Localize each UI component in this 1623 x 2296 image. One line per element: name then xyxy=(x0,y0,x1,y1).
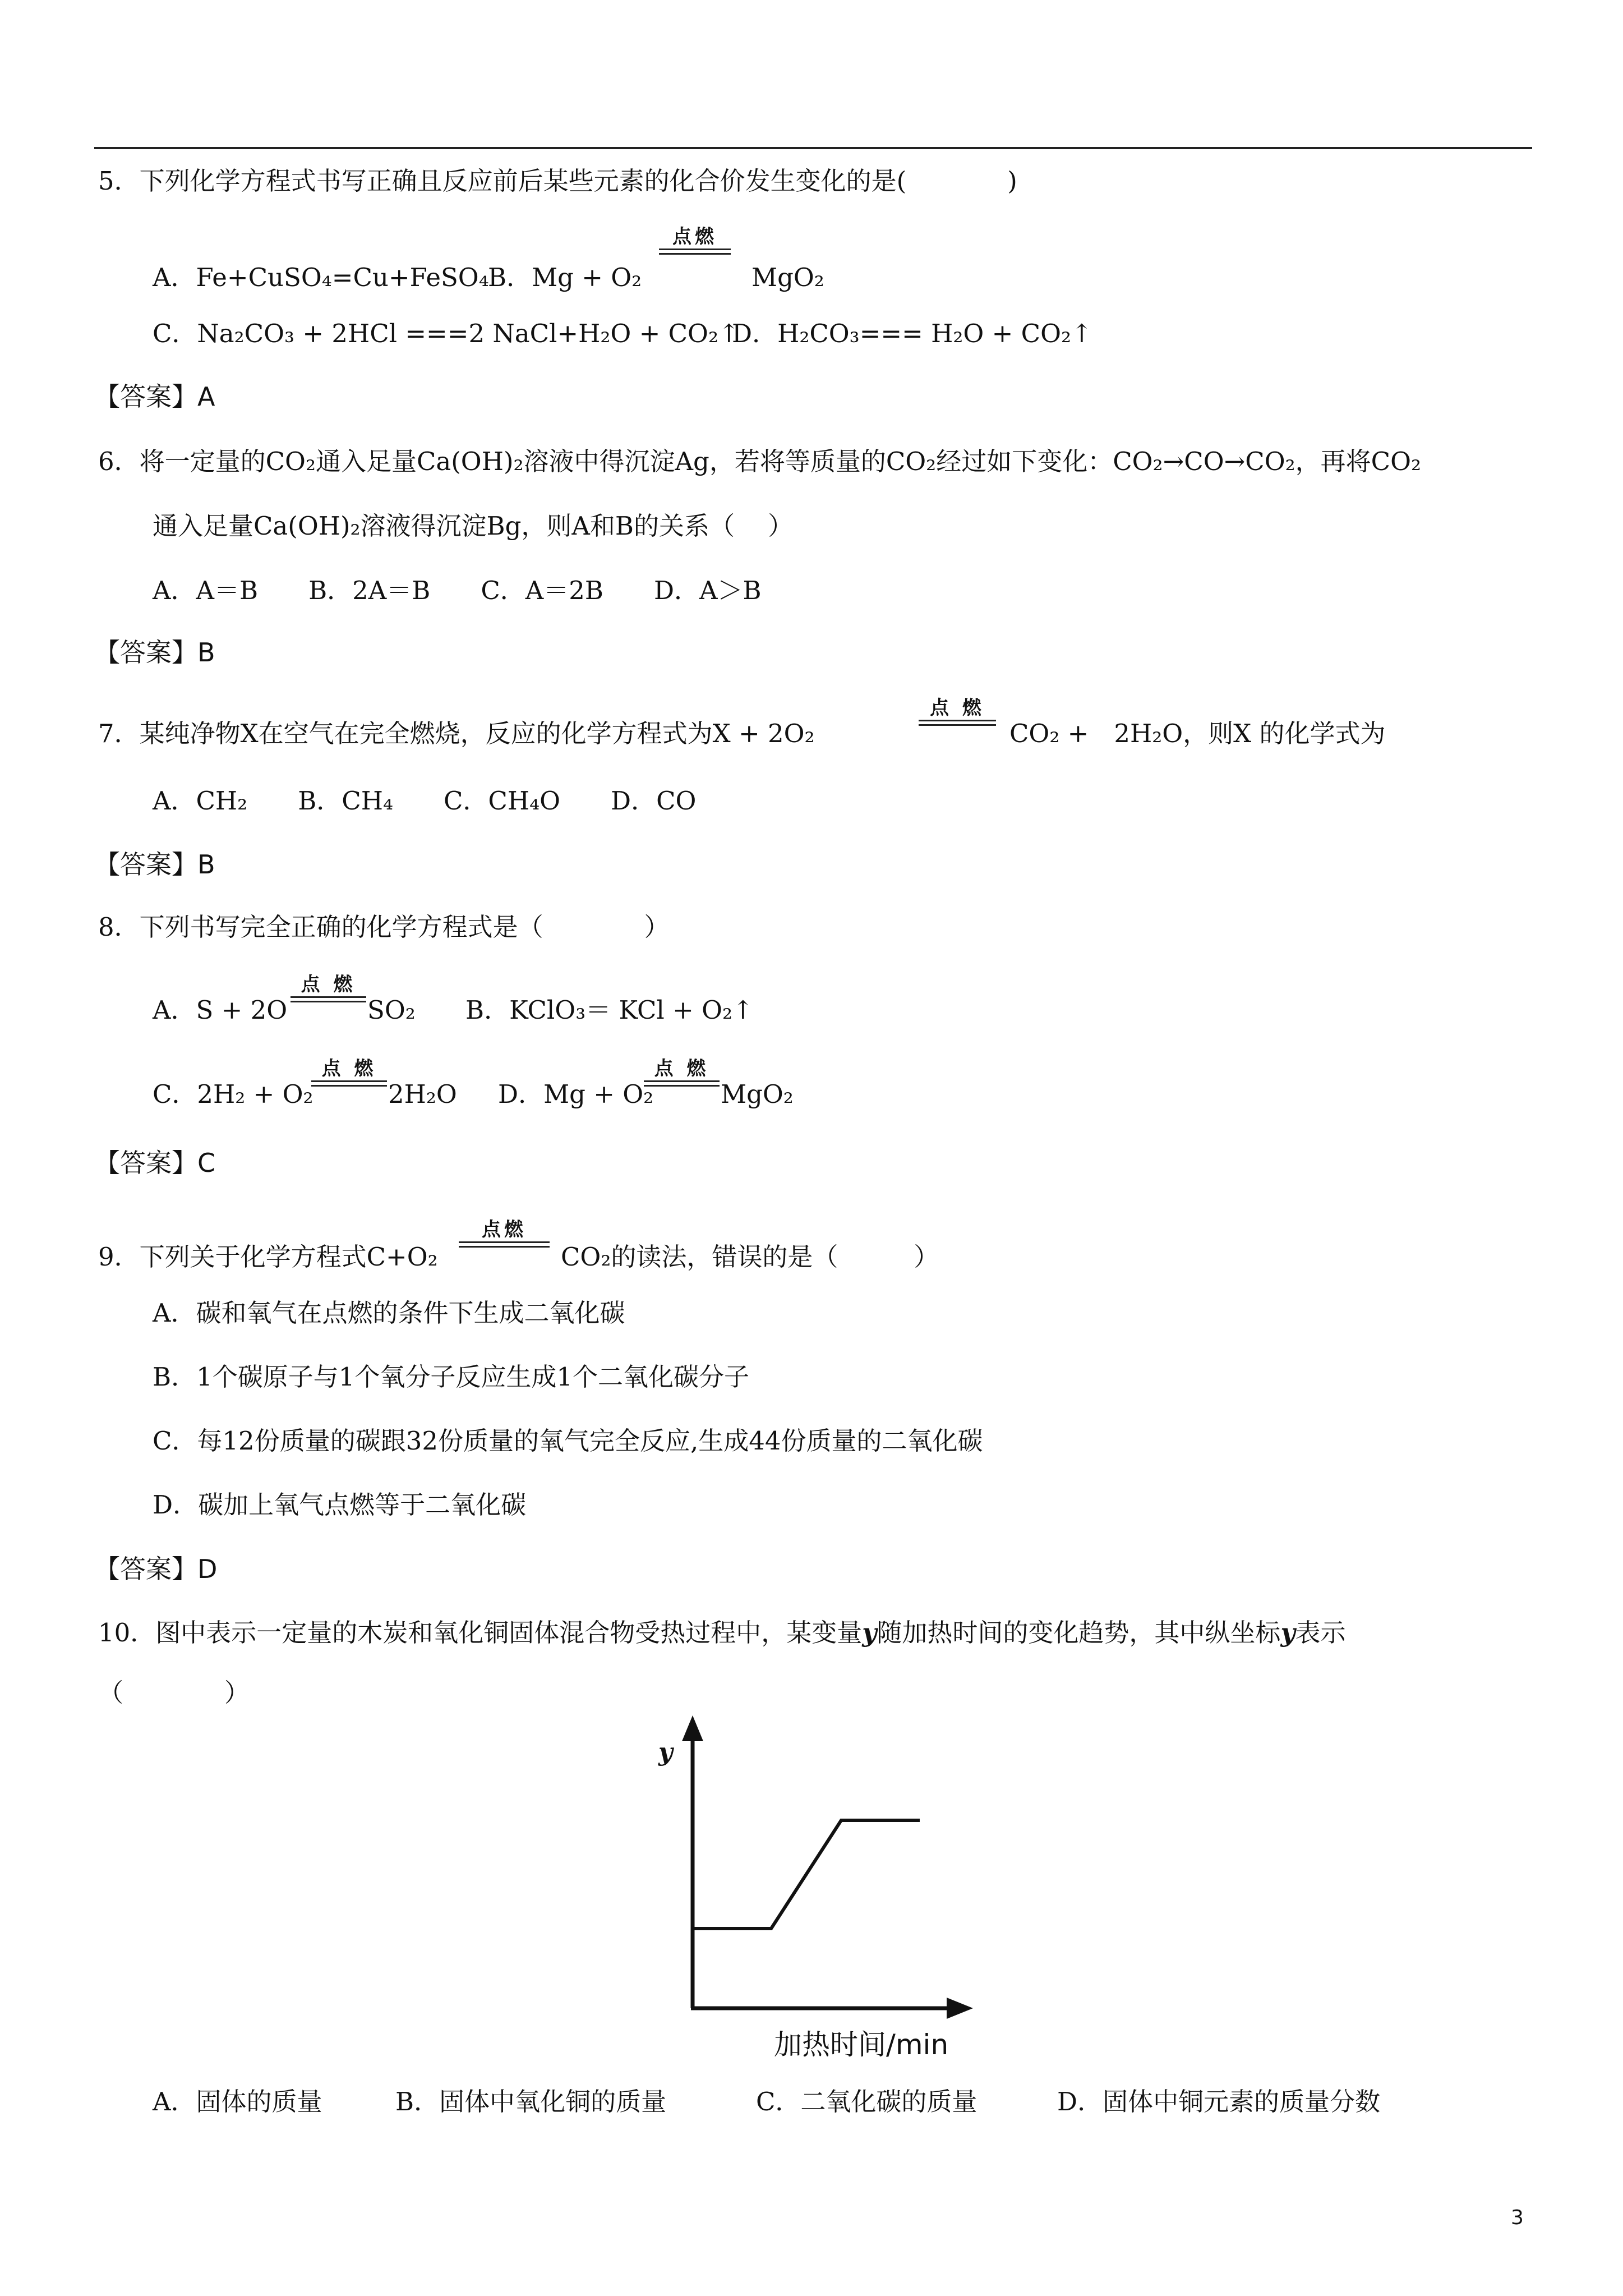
q5-stem: 5．下列化学方程式书写正确且反应前后某些元素的化合价发生变化的是( ) xyxy=(98,166,1017,196)
q10-stem-part-b: 随加热时间的变化趋势，其中纵坐标 xyxy=(877,1618,1281,1648)
q6-options: A．A＝B B．2A＝B C．A＝2B D．A＞B xyxy=(153,576,762,605)
q5-condition-label: 点燃 xyxy=(672,226,717,248)
q8-option-d-right: MgO₂ xyxy=(721,1079,794,1109)
q7-condition xyxy=(919,698,996,726)
q5-condition xyxy=(659,227,731,255)
q9-option-a: A．碳和氧气在点燃的条件下生成二氧化碳 xyxy=(153,1298,625,1328)
q9-option-c: C．每12份质量的碳跟32份质量的氧气完全反应,生成44份质量的二氧化碳 xyxy=(153,1426,983,1456)
q8-option-a-left: A．S + 2O xyxy=(153,995,288,1025)
q5-option-c: C．Na₂CO₃ + 2HCl ===2 NaCl+H₂O + CO₂↑ xyxy=(153,319,740,348)
q10-stem-line1 xyxy=(98,1618,1346,1648)
q9-option-d: D．碳加上氧气点燃等于二氧化碳 xyxy=(153,1490,527,1520)
page-number: 3 xyxy=(1511,2206,1524,2229)
x-axis-arrow xyxy=(947,1998,973,2019)
q8-c-condition-label: 点 燃 xyxy=(321,1057,377,1080)
q9-option-b: B．1个碳原子与1个氧分子反应生成1个二氧化碳分子 xyxy=(153,1362,749,1392)
q7-answer: 【答案】B xyxy=(94,849,215,880)
q9-condition xyxy=(459,1220,550,1248)
q8-answer: 【答案】C xyxy=(94,1148,216,1178)
q6-stem-line1: 6．将一定量的CO₂通入足量Ca(OH)₂溶液中得沉淀Ag，若将等质量的CO₂经过如下变化：CO₂→CO→CO₂，再将CO₂ xyxy=(98,447,1422,476)
q9-condition-label: 点燃 xyxy=(482,1218,527,1241)
q7-condition-label: 点 燃 xyxy=(930,697,985,719)
q5-option-b-left: B．Mg + O₂ xyxy=(488,263,642,292)
q7-options: A．CH₂ B．CH₄ C．CH₄O D．CO xyxy=(153,786,697,816)
q10-stem-part-c: 表示 xyxy=(1295,1618,1346,1648)
q7-stem-right: CO₂ + 2H₂O，则X 的化学式为 xyxy=(1009,719,1386,748)
q10-option-d: D．固体中铜元素的质量分数 xyxy=(1057,2087,1381,2116)
q9-answer: 【答案】D xyxy=(94,1554,218,1584)
q8-a-condition-label: 点 燃 xyxy=(301,973,356,996)
graph-y-label: y xyxy=(658,1738,673,1766)
q5-answer: 【答案】A xyxy=(94,381,215,412)
q8-stem: 8．下列书写完全正确的化学方程式是（ ） xyxy=(98,912,670,942)
q10-variable-y2: y xyxy=(1280,1618,1295,1648)
q8-option-b: B．KClO₃＝ KCl + O₂↑ xyxy=(465,995,754,1025)
q8-d-condition xyxy=(644,1059,720,1087)
q5-option-a: A．Fe+CuSO₄=Cu+FeSO₄ xyxy=(153,263,489,292)
trend-line xyxy=(693,1820,920,1929)
q8-option-c-left: C．2H₂ + O₂ xyxy=(153,1079,313,1109)
q10-graph xyxy=(639,1711,987,2059)
q8-option-a-right: SO₂ xyxy=(367,995,416,1025)
q7-stem-left: 7．某纯净物X在空气在完全燃烧，反应的化学方程式为X + 2O₂ xyxy=(98,719,815,748)
q5-option-d: D．H₂CO₃=== H₂O + CO₂↑ xyxy=(732,319,1092,348)
q8-option-c-right: 2H₂O xyxy=(388,1079,457,1109)
q8-a-condition xyxy=(291,975,366,1002)
q8-c-condition xyxy=(311,1059,387,1087)
q10-option-b: B．固体中氧化铜的质量 xyxy=(395,2087,667,2116)
q10-stem-part-a: 10．图中表示一定量的木炭和氧化铜固体混合物受热过程中，某变量 xyxy=(98,1618,863,1648)
q9-stem-right: CO₂的读法，错误的是（ ） xyxy=(561,1242,939,1272)
y-axis-arrow xyxy=(682,1715,703,1741)
header-rule xyxy=(94,147,1532,149)
q9-stem-left: 9．下列关于化学方程式C+O₂ xyxy=(98,1242,438,1272)
q10-option-c: C．二氧化碳的质量 xyxy=(756,2087,978,2116)
q8-d-condition-label: 点 燃 xyxy=(654,1057,709,1080)
q10-stem-line2: （ ） xyxy=(98,1678,250,1708)
q6-answer: 【答案】B xyxy=(94,637,215,668)
q8-option-d-left: D．Mg + O₂ xyxy=(498,1079,654,1109)
q5-option-b-right: MgO₂ xyxy=(751,263,824,292)
q10-variable-y: y xyxy=(862,1618,877,1648)
graph-x-label: 加热时间/min xyxy=(774,2028,949,2059)
q10-option-a: A．固体的质量 xyxy=(153,2087,322,2116)
q6-stem-line2: 通入足量Ca(OH)₂溶液得沉淀Bg，则A和B的关系（ ） xyxy=(153,511,794,541)
